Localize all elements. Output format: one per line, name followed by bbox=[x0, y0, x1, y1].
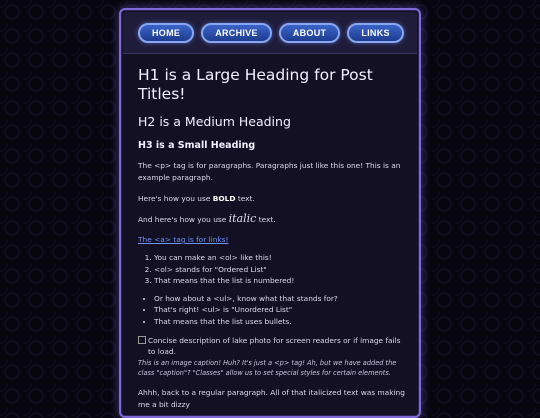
list-item: • That means that the list uses bullets. bbox=[154, 316, 408, 328]
unordered-list bbox=[138, 293, 408, 328]
heading-h2: H2 is a Medium Heading bbox=[138, 114, 291, 129]
nav-bar bbox=[123, 12, 417, 54]
nav-archive-button[interactable]: ARCHIVE bbox=[201, 23, 272, 43]
image-caption: This is an image caption! Huh? It's just a <p> tag! Ah, but we have added the class "caption"? "Classes" allow us to set special styles for certain elements. bbox=[138, 359, 397, 377]
italic-suffix: text. bbox=[256, 215, 276, 224]
nav-links-button[interactable]: LINKS bbox=[347, 23, 404, 43]
list-item: 3. That means that the list is numbered! bbox=[154, 275, 408, 287]
paragraph-italic bbox=[138, 213, 408, 226]
bold-prefix: Here's how you use bbox=[138, 194, 213, 203]
heading-h3: H3 is a Small Heading bbox=[138, 140, 256, 151]
broken-image-icon bbox=[138, 336, 146, 344]
paragraph-intro: The <p> tag is for paragraphs. Paragraphs just like this one! This is an example paragraph. bbox=[138, 161, 401, 182]
ordered-list bbox=[138, 252, 408, 287]
paragraph-bold bbox=[138, 193, 408, 205]
paragraph-closing: Ahhh, back to a regular paragraph. All of that italicized text was making me a bit dizzy bbox=[138, 388, 405, 409]
list-item: • That's right! <ul> is "Unordered List" bbox=[154, 304, 408, 316]
post-content bbox=[138, 66, 408, 411]
bold-text: BOLD bbox=[212, 194, 236, 203]
image-alt-text: Concise description of lake photo for screen readers or if image fails to load. bbox=[148, 336, 401, 356]
lake-image bbox=[138, 335, 408, 357]
bold-suffix: text. bbox=[235, 194, 255, 203]
page-frame bbox=[119, 8, 421, 418]
italic-prefix: And here's how you use bbox=[138, 215, 229, 224]
nav-home-button[interactable]: HOME bbox=[138, 23, 194, 43]
nav-about-button[interactable]: ABOUT bbox=[279, 23, 341, 43]
italic-text: italic bbox=[228, 212, 257, 225]
list-item: • Or how about a <ul>, know what that stands for? bbox=[154, 293, 408, 305]
heading-h1: H1 is a Large Heading for Post Titles! bbox=[138, 66, 373, 103]
list-item: 1. You can make an <ol> like this! bbox=[154, 252, 408, 264]
example-link[interactable]: The <a> tag is for links! bbox=[138, 235, 229, 244]
list-item: 2. <ol> stands for "Ordered List" bbox=[154, 264, 408, 276]
